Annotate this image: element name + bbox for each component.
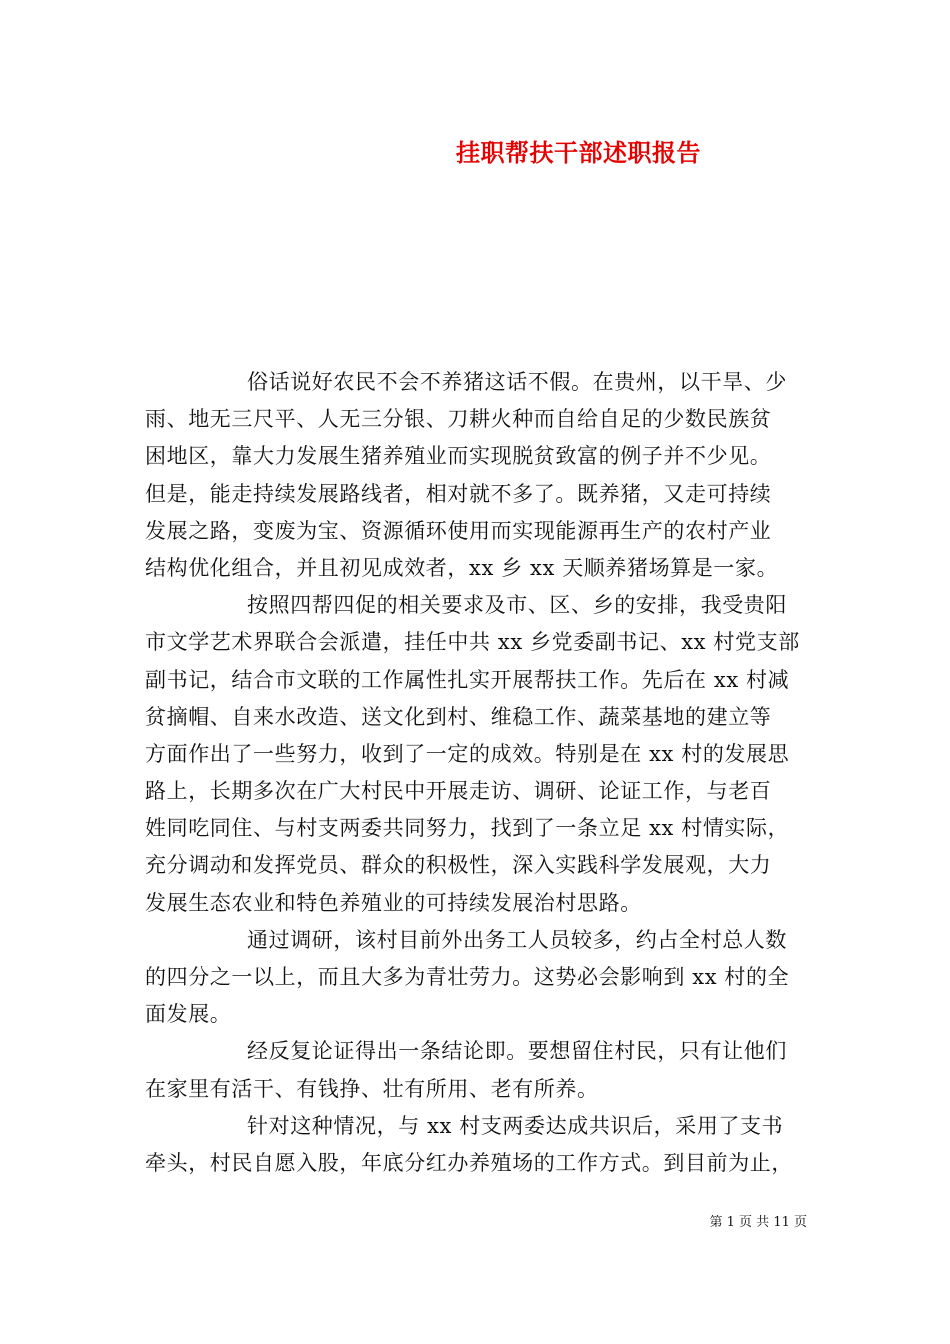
paragraph-line: 发展生态农业和特色养殖业的可持续发展治村思路。 xyxy=(145,890,642,915)
paragraph-line: 结构优化组合，并且初见成效者，xx 乡 xx 天顺养猪场算是一家。 xyxy=(145,555,779,580)
paragraph-line: 在家里有活干、有钱挣、壮有所用、老有所养。 xyxy=(145,1076,599,1101)
paragraph-line: 姓同吃同住、与村支两委共同努力，找到了一条立足 xx 村情实际， xyxy=(145,816,790,841)
paragraph-line: 针对这种情况，与 xx 村支两委达成共识后，采用了支书 xyxy=(247,1113,784,1138)
paragraph-line: 经反复论证得出一条结论即。要想留住村民，只有让他们 xyxy=(247,1039,787,1064)
paragraph-line: 市文学艺术界联合会派遣，挂任中共 xx 乡党委副书记、xx 村党支部 xyxy=(145,630,800,655)
page-number: 第 1 页 共 11 页 xyxy=(709,1215,807,1230)
paragraph-line: 副书记，结合市文联的工作属性扎实开展帮扶工作。先后在 xx 村减 xyxy=(145,667,790,692)
paragraph-line: 发展之路，变废为宝、资源循环使用而实现能源再生产的农村产业 xyxy=(145,518,772,543)
document-title: 挂职帮扶干部述职报告 xyxy=(456,138,701,167)
document-body xyxy=(145,364,808,1182)
paragraph-line: 雨、地无三尺平、人无三分银、刀耕火种而自给自足的少数民族贫 xyxy=(145,407,772,432)
paragraph-line: 方面作出了一些努力，收到了一定的成效。特别是在 xx 村的发展思 xyxy=(145,741,790,766)
paragraph-line: 的四分之一以上，而且大多为青壮劳力。这势必会影响到 xx 村的全 xyxy=(145,965,790,989)
paragraph-line: 通过调研，该村目前外出务工人员较多，约占全村总人数 xyxy=(247,927,787,952)
paragraph-line: 充分调动和发挥党员、群众的积极性，深入实践科学发展观，大力 xyxy=(145,853,772,878)
page-footer xyxy=(0,1211,950,1230)
paragraph-line: 贫摘帽、自来水改造、送文化到村、维稳工作、蔬菜基地的建立等 xyxy=(145,704,772,729)
paragraph-line: 路上，长期多次在广大村民中开展走访、调研、论证工作，与老百 xyxy=(145,779,772,804)
paragraph-line: 俗话说好农民不会不养猪这话不假。在贵州，以干旱、少 xyxy=(247,370,787,394)
paragraph-line: 面发展。 xyxy=(145,1002,232,1027)
paragraph-line: 按照四帮四促的相关要求及市、区、乡的安排，我受贵阳 xyxy=(247,593,787,618)
paragraph-line: 牵头，村民自愿入股，年底分红办养殖场的工作方式。到目前为止， xyxy=(145,1150,793,1175)
paragraph-line: 困地区，靠大力发展生猪养殖业而实现脱贫致富的例子并不少见。 xyxy=(145,444,772,469)
paragraph-line: 但是，能走持续发展路线者，相对就不多了。既养猪，又走可持续 xyxy=(145,481,772,506)
